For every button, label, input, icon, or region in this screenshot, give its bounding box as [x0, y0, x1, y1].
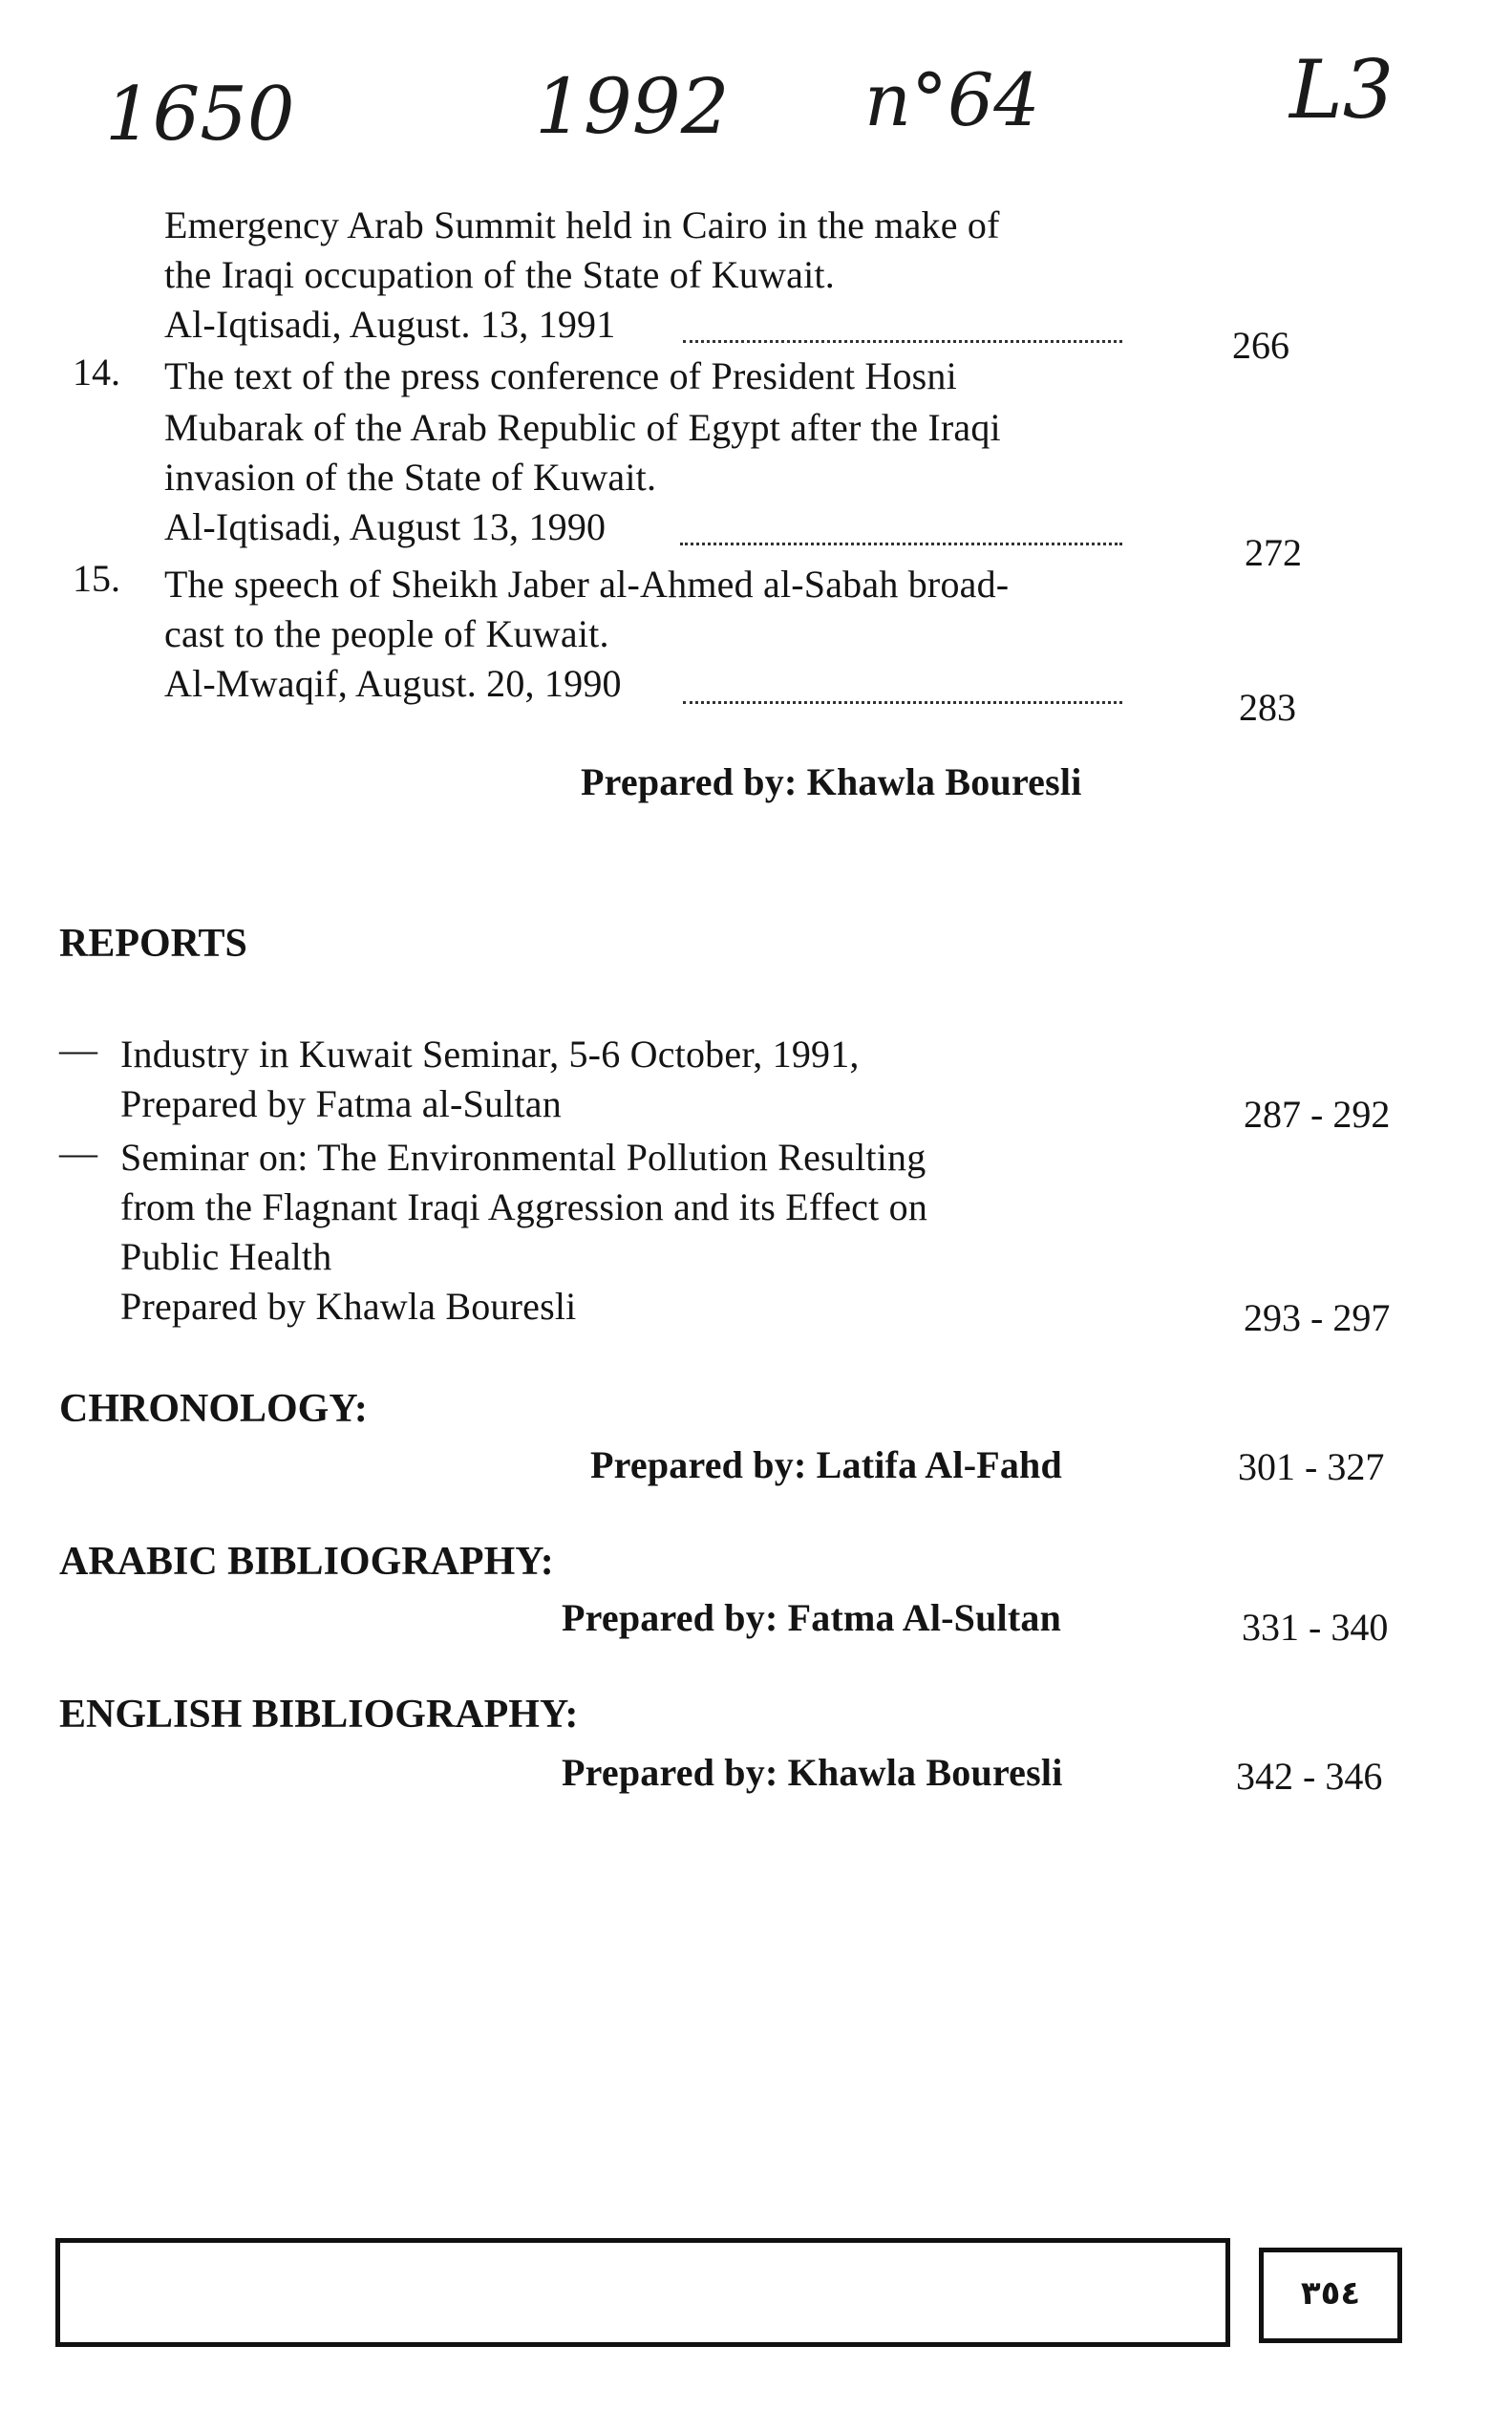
report-2-line-3: Public Health	[120, 1235, 332, 1278]
arabic-bibliography-pages: 331 - 340	[1242, 1606, 1389, 1649]
handwritten-issue: n°64	[864, 57, 1040, 142]
report-2-pages: 293 - 297	[1244, 1296, 1391, 1339]
arabic-bibliography-prepared-by: Prepared by: Fatma Al-Sultan	[562, 1596, 1062, 1639]
entry-14-line-2: Mubarak of the Arab Republic of Egypt after the Iraqi	[164, 406, 1001, 449]
entry-13-source: Al-Iqtisadi, August. 13, 1991	[164, 303, 616, 346]
report-2-line-1: Seminar on: The Environmental Pollution Resulting	[120, 1136, 926, 1179]
report-2-dash: —	[59, 1131, 97, 1174]
entry-14-line-3: invasion of the State of Kuwait.	[164, 456, 657, 499]
report-1-dash: —	[59, 1028, 97, 1071]
entry-15-line-2: cast to the people of Kuwait.	[164, 612, 609, 655]
footer-frame	[55, 2238, 1230, 2347]
arabic-bibliography-heading: ARABIC BIBLIOGRAPHY:	[59, 1540, 554, 1584]
entry-15-leader	[683, 701, 1122, 704]
entry-13-leader	[683, 340, 1122, 343]
entry-14-line-1: The text of the press conference of President Hosni	[164, 354, 957, 397]
entry-13-line-1: Emergency Arab Summit held in Cairo in the make of	[164, 203, 1000, 246]
handwritten-code: L3	[1289, 43, 1395, 137]
report-1-line-2: Prepared by Fatma al-Sultan	[120, 1082, 562, 1125]
handwritten-ref: 1650	[105, 72, 295, 158]
english-bibliography-pages: 342 - 346	[1236, 1755, 1383, 1798]
entry-14-leader	[680, 543, 1122, 545]
entry-14-source: Al-Iqtisadi, August 13, 1990	[164, 505, 607, 548]
handwritten-year: 1992	[535, 62, 730, 151]
report-2-line-2: from the Flagnant Iraqi Aggression and its Effect on	[120, 1185, 928, 1228]
english-bibliography-prepared-by: Prepared by: Khawla Bouresli	[562, 1751, 1063, 1794]
entry-13-line-2: the Iraqi occupation of the State of Kuwait.	[164, 253, 835, 296]
entry-13-page: 266	[1232, 324, 1289, 367]
documents-prepared-by: Prepared by: Khawla Bouresli	[581, 760, 1082, 803]
entry-14-page: 272	[1245, 531, 1302, 574]
report-1-line-1: Industry in Kuwait Seminar, 5-6 October, 1991,	[120, 1033, 860, 1076]
entry-14-number: 14.	[73, 351, 120, 394]
report-1-pages: 287 - 292	[1244, 1093, 1391, 1136]
footer-page-number: ٣٥٤	[1300, 2274, 1361, 2313]
report-2-line-4: Prepared by Khawla Bouresli	[120, 1285, 577, 1328]
reports-heading: REPORTS	[59, 922, 247, 966]
chronology-pages: 301 - 327	[1238, 1445, 1385, 1488]
entry-15-source: Al-Mwaqif, August. 20, 1990	[164, 662, 622, 705]
english-bibliography-heading: ENGLISH BIBLIOGRAPHY:	[59, 1693, 579, 1737]
chronology-prepared-by: Prepared by: Latifa Al-Fahd	[590, 1443, 1062, 1486]
entry-15-page: 283	[1239, 686, 1296, 729]
entry-15-line-1: The speech of Sheikh Jaber al-Ahmed al-Sabah broad-	[164, 563, 1010, 606]
entry-15-number: 15.	[73, 557, 120, 600]
chronology-heading: CHRONOLOGY:	[59, 1387, 368, 1431]
